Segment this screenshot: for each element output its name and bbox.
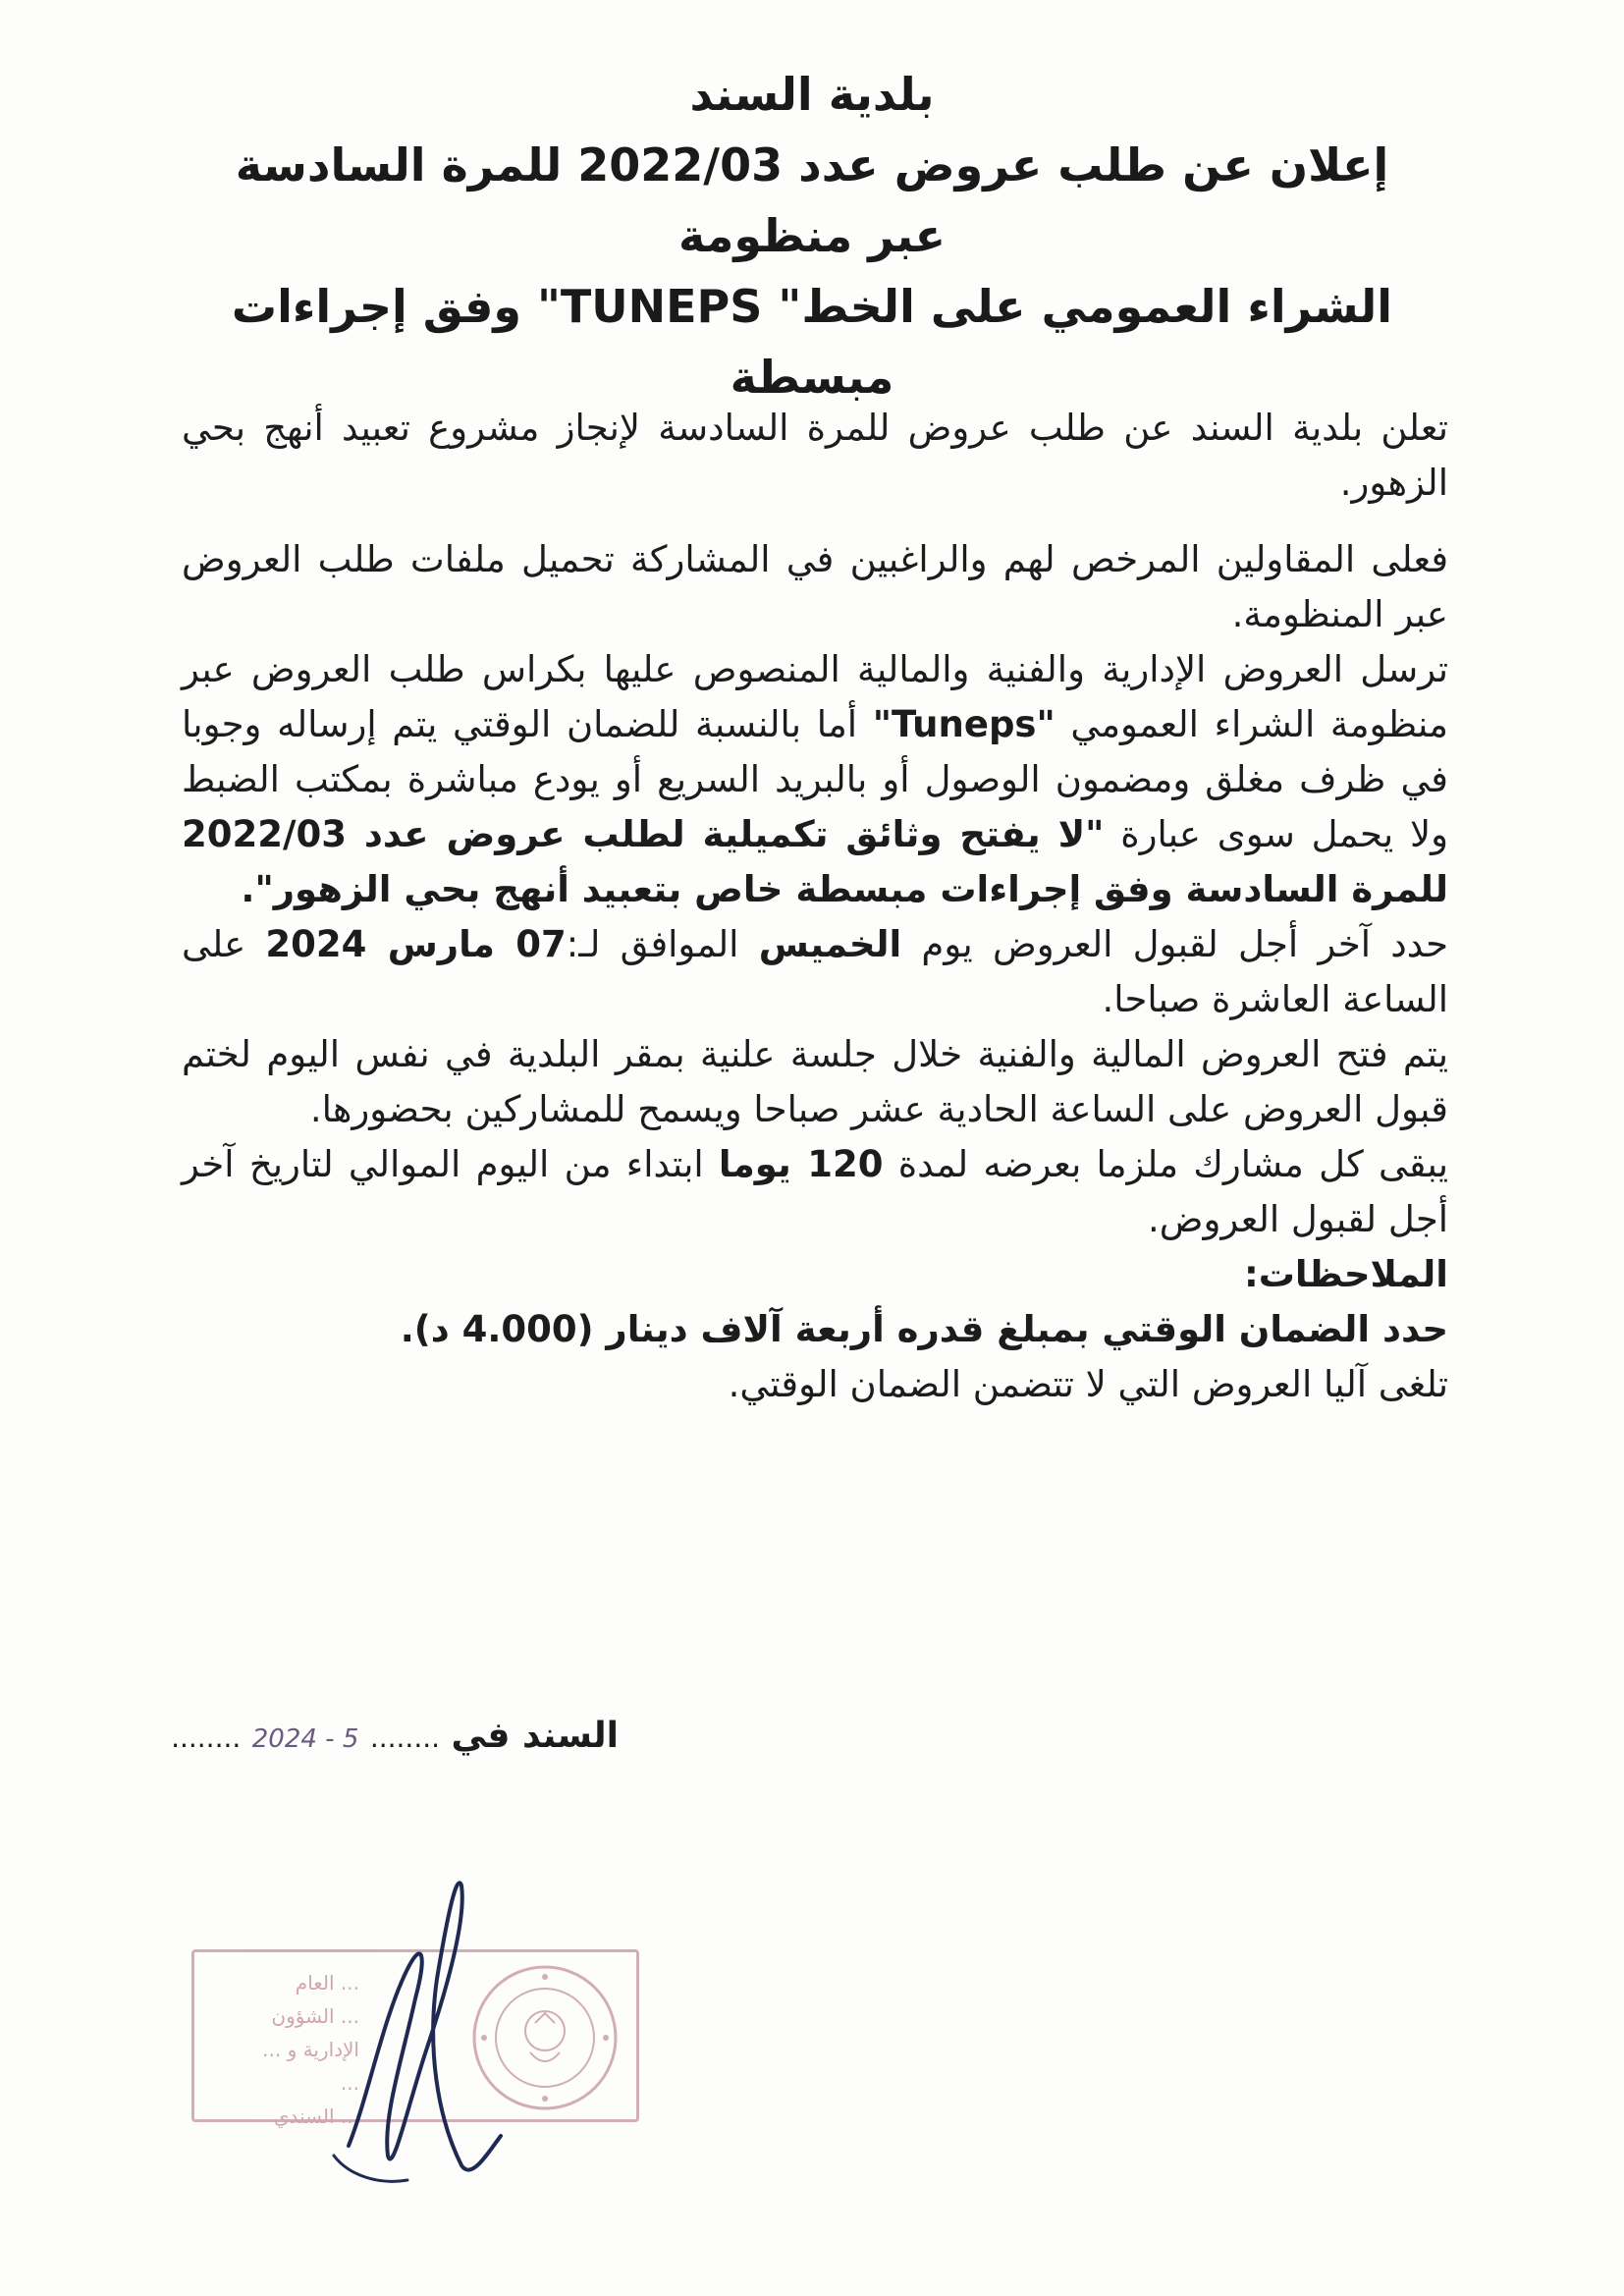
envelope-inscription: "لا يفتح وثائق تكميلية لطلب عروض عدد 2022/03 للمرة السادسة وفق إجراءات مبسطة خاص بتعبيد أنهج بحي الزهور". [182,813,1448,910]
note-auto-cancel: تلغى آليا العروض التي لا تتضمن الضمان الوقتي. [728,1363,1448,1405]
notes-heading: الملاحظات: [1243,1253,1448,1295]
stamp-line: ... الشؤون الإدارية و ... [262,2004,359,2061]
submission-text-a: ترسل العروض الإدارية والفنية والمالية المنصوص عليها بكراس طلب العروض عبر منظومة الشراء العمومي [182,648,1448,745]
deadline-text-a: حدد آخر أجل لقبول العروض يوم [901,923,1449,965]
tuneps-label: "Tuneps" [872,703,1056,745]
paragraph-submission [182,642,1448,917]
announcement-title-line2: الشراء العمومي على الخط" TUNEPS" وفق إجراءات مبسطة [231,280,1393,404]
municipality-name: بلدية السند [689,68,935,121]
deadline-text-b: الموافق لـ: [566,923,759,965]
validity-days: 120 يوما [718,1143,884,1185]
paragraph-intro: تعلن بلدية السند عن طلب عروض للمرة السادسة لإنجاز مشروع تعبيد أنهج بحي الزهور. [182,407,1448,504]
deadline-text-c: على الساعة العاشرة صباحا. [182,923,1448,1020]
submission-text-b: أما بالنسبة للضمان الوقتي يتم إرساله وجوبا في ظرف مغلق ومضمون الوصول أو بالبريد السريع أو يودع مباشرة بمكتب الضبط ولا يحمل سوى عبارة [182,703,1448,855]
date-dots-left: ........ [369,1722,441,1754]
place-date-line [171,1709,619,1767]
place-label: السند في [451,1716,619,1756]
document-header [0,59,1624,412]
stamp-line: ... [340,2071,359,2095]
stamp-line: ... العام [295,1971,359,1995]
announcement-title-line1: إعلان عن طلب عروض عدد 2022/03 للمرة السادسة عبر منظومة [235,138,1389,262]
paragraph-deadline [182,917,1448,1027]
paragraph-download-files: فعلى المقاولين المرخص لهم والراغبين في المشاركة تحميل ملفات طلب العروض عبر المنظومة. [182,538,1448,635]
paragraph-opening-session: يتم فتح العروض المالية والفنية خلال جلسة علنية بمقر البلدية في نفس اليوم لختم قبول العروض على الساعة الحادية عشر صباحا ويسمح للمشاركين بحضورها. [182,1033,1448,1130]
date-dots-right: ........ [171,1722,242,1754]
announcement-body [182,401,1448,1412]
deadline-day: الخميس [758,923,902,965]
deadline-date: 07 مارس 2024 [265,923,567,965]
paragraph-validity [182,1137,1448,1247]
handwritten-date: 5 - 2024 [251,1724,359,1754]
stamp-line: ... السندي [273,2105,359,2128]
note-guarantee-amount: حدد الضمان الوقتي بمبلغ قدره أربعة آلاف دينار (4.000 د). [400,1308,1448,1350]
validity-text-a: يبقى كل مشارك ملزما بعرضه لمدة [883,1143,1448,1185]
validity-text-b: ابتداء من اليوم الموالي لتاريخ آخر أجل لقبول العروض. [182,1143,1448,1240]
signature-icon [290,1861,545,2195]
